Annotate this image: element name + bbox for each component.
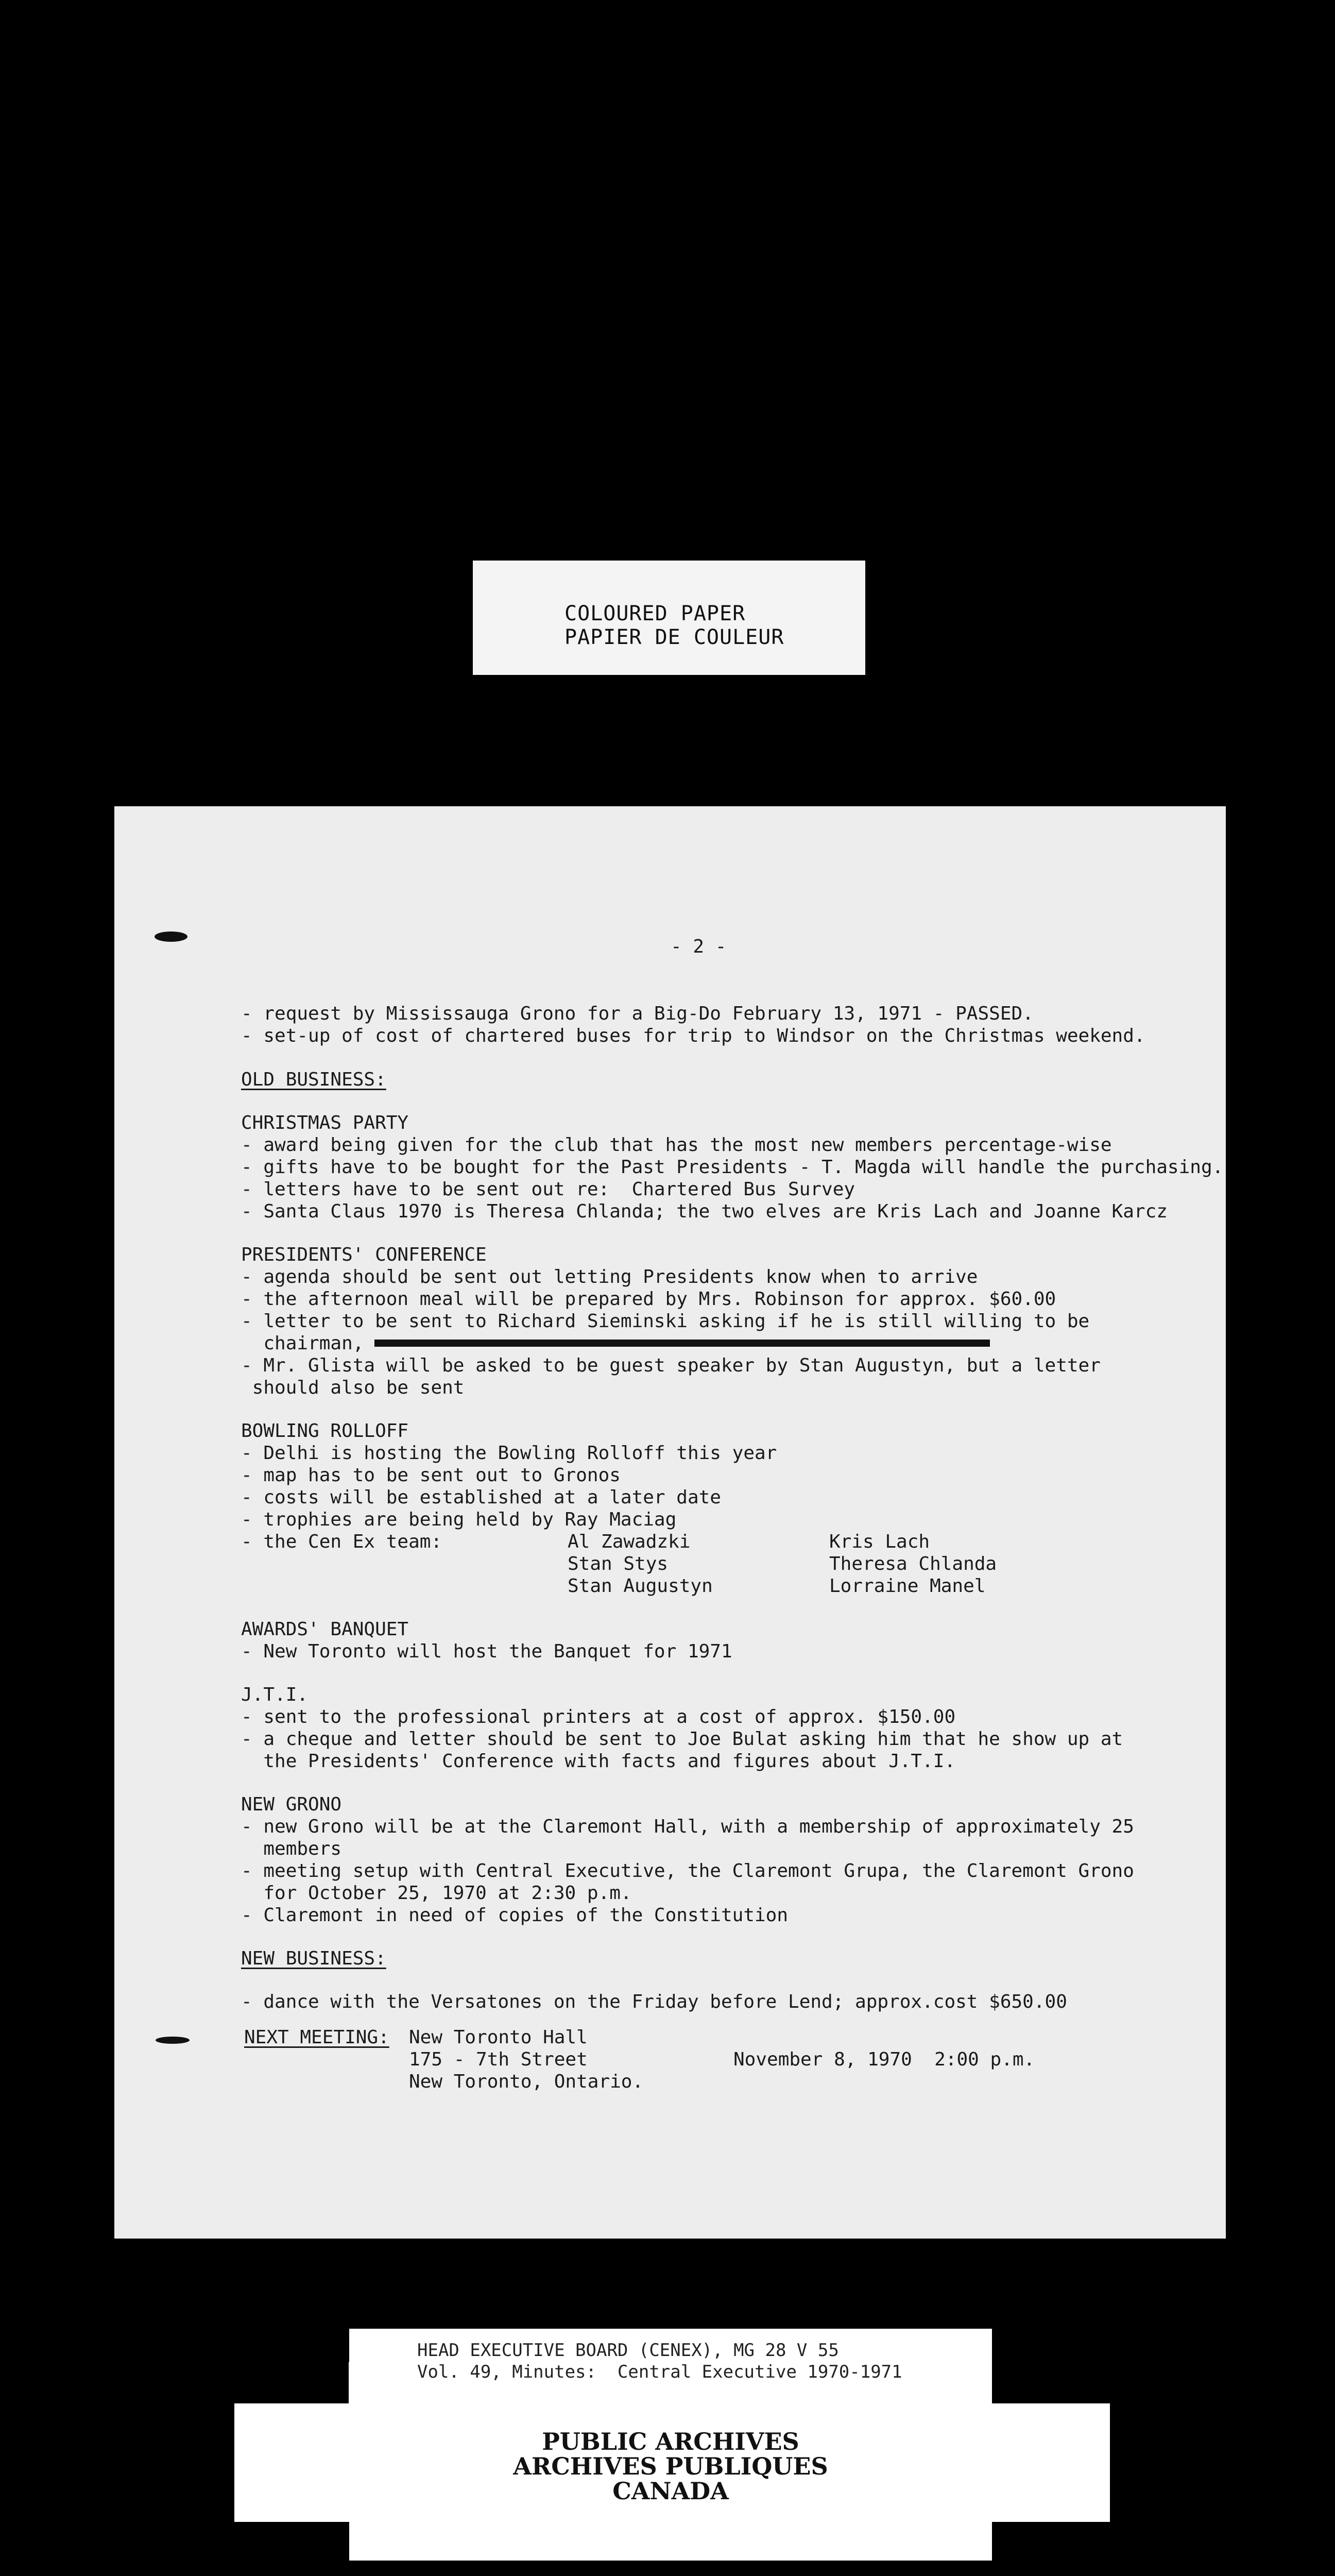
awards-banquet-title: AWARDS' BANQUET <box>241 1619 409 1640</box>
archive-name: ARCHIVES PUBLIQUES <box>513 2452 828 2480</box>
old-business-heading: OLD BUSINESS: <box>241 1069 386 1090</box>
intro-line: - request by Mississauga Grono for a Big-Do February 13, 1971 - PASSED. <box>241 1003 1034 1024</box>
list-item: - gifts have to be bought for the Past Presidents - T. Magda will handle the purchasing. <box>241 1157 1224 1178</box>
list-item: - Santa Claus 1970 is Theresa Chlanda; the two elves are Kris Lach and Joanne Karcz <box>241 1201 1168 1222</box>
list-item: should also be sent <box>241 1377 465 1398</box>
meeting-date-time: November 8, 1970 2:00 p.m. <box>733 2049 1035 2070</box>
intro-line: - set-up of cost of chartered buses for trip to Windsor on the Christmas weekend. <box>241 1025 1145 1046</box>
struck-out-text <box>374 1340 990 1347</box>
list-item: chairman, <box>241 1333 364 1354</box>
jti-title: J.T.I. <box>241 1684 309 1705</box>
list-item: - sent to the professional printers at a cost of approx. $150.00 <box>241 1706 956 1727</box>
christmas-party-title: CHRISTMAS PARTY <box>241 1112 409 1133</box>
meeting-address-line: 175 - 7th Street <box>409 2049 588 2070</box>
meeting-address-line: New Toronto Hall <box>409 2027 588 2048</box>
list-item: - Mr. Glista will be asked to be guest speaker by Stan Augustyn, but a letter <box>241 1355 1101 1376</box>
team-member: Kris Lach <box>829 1531 930 1552</box>
margin-arrow-mark <box>156 2037 190 2044</box>
list-item: - Claremont in need of copies of the Constitution <box>241 1905 789 1926</box>
list-item: - letter to be sent to Richard Sieminski asking if he is still willing to be <box>241 1311 1090 1332</box>
list-item: - award being given for the club that has the most new members percentage-wise <box>241 1134 1112 1156</box>
list-item: for October 25, 1970 at 2:30 p.m. <box>241 1883 632 1904</box>
list-item: - new Grono will be at the Claremont Hall, with a membership of approximately 25 <box>241 1816 1134 1837</box>
archive-stamp <box>349 2329 992 2561</box>
team-member: Theresa Chlanda <box>829 1553 997 1574</box>
list-item: - trophies are being held by Ray Maciag <box>241 1509 677 1530</box>
label-line-1: COLOURED PAPER <box>564 602 746 625</box>
new-grono-title: NEW GRONO <box>241 1794 342 1815</box>
new-business-heading: NEW BUSINESS: <box>241 1948 386 1969</box>
list-item: - map has to be sent out to Gronos <box>241 1465 621 1486</box>
list-item: members <box>241 1838 342 1859</box>
frame-notch <box>992 2362 1110 2403</box>
list-item: - letters have to be sent out re: Chartered Bus Survey <box>241 1179 855 1200</box>
list-item: - costs will be established at a later date <box>241 1487 721 1508</box>
list-item: - the afternoon meal will be prepared by Mrs. Robinson for approx. $60.00 <box>241 1289 1056 1310</box>
list-item: - dance with the Versatones on the Friday before Lend; approx.cost $650.00 <box>241 1991 1067 2012</box>
archive-name: CANADA <box>612 2477 729 2505</box>
label-line-2: PAPIER DE COULEUR <box>564 625 784 649</box>
punch-hole-mark <box>155 931 187 942</box>
list-item: - the Cen Ex team: <box>241 1531 442 1552</box>
list-item: - agenda should be sent out letting Presidents know when to arrive <box>241 1266 978 1287</box>
team-member: Al Zawadzki <box>568 1531 691 1552</box>
document-page <box>114 806 1226 2239</box>
archive-name: PUBLIC ARCHIVES <box>542 2428 799 2455</box>
team-member: Stan Stys <box>568 1553 669 1574</box>
archive-reference: Vol. 49, Minutes: Central Executive 1970-1971 <box>417 2362 902 2382</box>
presidents-conference-title: PRESIDENTS' CONFERENCE <box>241 1244 487 1265</box>
bowling-rolloff-title: BOWLING ROLLOFF <box>241 1420 409 1442</box>
meeting-address-line: New Toronto, Ontario. <box>409 2071 644 2092</box>
archive-reference: HEAD EXECUTIVE BOARD (CENEX), MG 28 V 55 <box>417 2340 839 2361</box>
frame-notch <box>234 2362 349 2403</box>
list-item: the Presidents' Conference with facts and figures about J.T.I. <box>241 1751 956 1772</box>
team-member: Stan Augustyn <box>568 1575 713 1597</box>
page-number: - 2 - <box>671 936 727 957</box>
list-item: - a cheque and letter should be sent to Joe Bulat asking him that he show up at <box>241 1728 1123 1750</box>
team-member: Lorraine Manel <box>829 1575 986 1597</box>
list-item: - Delhi is hosting the Bowling Rolloff this year <box>241 1443 777 1464</box>
next-meeting-heading: NEXT MEETING: <box>244 2027 389 2048</box>
coloured-paper-label <box>473 561 865 675</box>
list-item: - New Toronto will host the Banquet for 1971 <box>241 1641 732 1662</box>
list-item: - meeting setup with Central Executive, the Claremont Grupa, the Claremont Grono <box>241 1860 1134 1882</box>
